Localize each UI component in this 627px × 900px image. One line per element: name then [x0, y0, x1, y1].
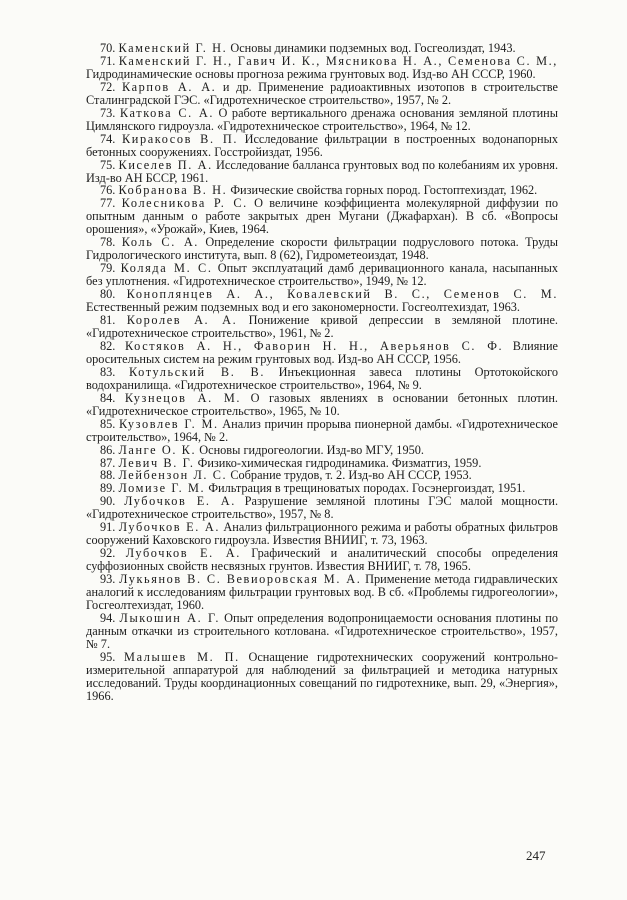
- reference-text: Оснащение гидротехнических сооружений контрольно-измерительной аппаратурой для наблюдений за фильтрацией и методика натурных исследований. Труды координационных совещаний по гидротехнике, вып. 29, «Энергия», 1966.: [86, 649, 559, 703]
- reference-author: Коль С. А.: [121, 235, 199, 250]
- reference-number: 92.: [100, 546, 116, 561]
- reference-text: Основы гидрогеологии. Изд-во МГУ, 1950.: [199, 442, 424, 457]
- reference-author: Королев А. А.: [126, 313, 238, 328]
- reference-number: 74.: [100, 131, 116, 146]
- reference-item: [86, 159, 558, 185]
- reference-number: 76.: [100, 183, 116, 198]
- reference-author: Лубочков Е. А.: [125, 546, 241, 561]
- reference-item: [86, 573, 558, 612]
- reference-author: Кузовлев Г. М.: [118, 416, 219, 431]
- reference-author: Лубочков Е. А.: [124, 494, 236, 509]
- reference-number: 75.: [100, 157, 116, 172]
- reference-number: 90.: [100, 494, 116, 509]
- reference-author: Каменский Г. Н., Гавич И. К., Мясникова Н. А., Семенова С. М.,: [118, 53, 558, 68]
- reference-author: Карпов А. А.: [121, 79, 217, 94]
- reference-number: 86.: [100, 442, 116, 457]
- reference-number: 79.: [100, 261, 116, 276]
- reference-author: Лукьянов В. С. Вевиоровская М. А.: [119, 572, 362, 587]
- reference-item: [86, 495, 558, 521]
- reference-number: 78.: [100, 235, 116, 250]
- reference-text: Гидродинамические основы прогноза режима грунтовых вод. Изд-во АН СССР, 1960.: [86, 66, 536, 81]
- reference-text: Физико-химическая гидродинамика. Физматгиз, 1959.: [197, 455, 482, 470]
- reference-item: [86, 314, 558, 340]
- reference-text: О работе вертикального дренажа основания земляной плотины Цимлянского гидроузла. «Гидротехническое строительство», 1964, № 12.: [86, 105, 559, 133]
- reference-number: 70.: [100, 41, 116, 55]
- reference-item: [86, 547, 558, 573]
- reference-number: 73.: [100, 105, 116, 120]
- reference-author: Коноплянцев А. А., Ковалевский В. С., Семенов С. М.: [126, 287, 559, 302]
- reference-text: Исследование фильтрации в построенных водонапорных бетонных сооружениях. Госстройиздат, 1956.: [86, 131, 558, 159]
- reference-text: Физические свойства горных пород. Гостоптехиздат, 1962.: [230, 183, 538, 198]
- reference-number: 95.: [100, 649, 116, 664]
- reference-text: Опыт определения водопроницаемости основания плотины по данным откачки из строительного котлована. «Гидротехническое строительство», 1957, № 7.: [86, 610, 559, 651]
- reference-author: Каткова С. А.: [119, 105, 215, 120]
- reference-author: Коляда М. С.: [120, 261, 213, 276]
- reference-author: Каменский Г. Н.: [118, 41, 228, 55]
- reference-number: 85.: [100, 416, 116, 431]
- reference-text: Применение метода гидравлических аналогий к исследованиям фильтрации грунтовых вод. В сб. «Проблемы гидрогеологии», Госгеолтехиздат, 1960.: [86, 572, 558, 612]
- reference-text: Определение скорости фильтрации подруслового потока. Труды Гидрологического института, вып. 8 (62), Гидрометеоиздат, 1948.: [86, 235, 559, 263]
- reference-item: [86, 81, 558, 107]
- reference-item: [86, 651, 558, 703]
- reference-author: Котульский В. В.: [128, 364, 266, 379]
- reference-text: Анализ причин прорыва пионерной дамбы. «Гидротехническое строительство», 1964, № 2.: [86, 416, 558, 444]
- reference-text: Собрание трудов, т. 2. Изд-во АН СССР, 1953.: [230, 468, 472, 483]
- reference-author: Ломизе Г. М.: [118, 481, 206, 496]
- reference-author: Костяков А. Н., Фаворин Н. Н., Аверьянов С. Ф.: [124, 338, 504, 353]
- reference-text: Инъекционная завеса плотины Ортотокойского водохранилища. «Гидротехническое строительство», 1964, № 9.: [86, 364, 558, 392]
- reference-number: 72.: [100, 79, 116, 94]
- reference-item: [86, 55, 558, 81]
- reference-number: 80.: [100, 287, 116, 302]
- reference-author: Киракосов В. П.: [121, 131, 238, 146]
- reference-author: Кобранова В. Н.: [118, 183, 228, 198]
- reference-number: 93.: [100, 572, 116, 587]
- reference-number: 84.: [100, 390, 116, 405]
- reference-text: и др. Применение радиоактивных изотопов в строительстве Сталинградской ГЭС. «Гидротехническое строительство», 1957, № 2.: [86, 79, 558, 107]
- reference-item: [86, 197, 558, 236]
- reference-item: [86, 521, 558, 547]
- reference-text: Естественный режим подземных вод и его закономерности. Госгеолтехиздат, 1963.: [86, 300, 521, 315]
- reference-author: Кузнецов А. М.: [124, 390, 242, 405]
- reference-number: 91.: [100, 520, 116, 535]
- page-number: 247: [526, 848, 546, 863]
- reference-item: [86, 288, 558, 314]
- reference-text: Анализ фильтрационного режима и работы обратных фильтров сооружений Каховского гидроузла. Известия ВНИИГ, т. 73, 1963.: [86, 520, 558, 548]
- reference-item: [86, 236, 558, 262]
- reference-number: 89.: [100, 481, 116, 496]
- reference-author: Лубочков Е. А.: [118, 520, 220, 535]
- reference-item: [86, 262, 558, 288]
- reference-text: Разрушение земляной плотины ГЭС малой мощности. «Гидротехническое строительство», 1957, № 8.: [86, 494, 559, 522]
- reference-author: Киселев П. А.: [118, 157, 213, 172]
- reference-number: 77.: [100, 196, 116, 211]
- reference-item: [86, 107, 558, 133]
- reference-item: [86, 133, 558, 159]
- reference-number: 81.: [100, 313, 116, 328]
- reference-author: Лыкошин А. Г.: [119, 610, 221, 625]
- reference-text: Графический и аналитический способы определения суффозионных свойств несвязных грунтов. Известия ВНИИГ, т. 78, 1965.: [86, 546, 558, 574]
- reference-item: [86, 340, 558, 366]
- reference-text: Основы динамики подземных вод. Госгеолиздат, 1943.: [230, 41, 516, 55]
- reference-number: 82.: [100, 338, 116, 353]
- reference-text: Влияние оросительных систем на режим грунтовых вод. Изд-во АН СССР, 1956.: [86, 338, 558, 366]
- reference-text: О величине коэффициента молекулярной диффузии по опытным данным о работе закрытых дрен Мугани (Джафархан). В сб. «Вопросы орошения», «Урожай», Киев, 1964.: [86, 196, 558, 237]
- reference-author: Левич В. Г.: [118, 455, 195, 470]
- reference-item: [86, 366, 558, 392]
- reference-text: Понижение кривой депрессии в земляной плотине. «Гидротехническое строительство», 1961, № 2.: [86, 313, 558, 340]
- reference-number: 88.: [100, 468, 116, 483]
- reference-number: 83.: [100, 364, 116, 379]
- reference-item: [86, 418, 558, 444]
- reference-item: [86, 612, 558, 651]
- reference-item: [86, 392, 558, 418]
- bibliography-list: [86, 42, 558, 703]
- reference-text: Фильтрация в трещиноватых породах. Госэнергоиздат, 1951.: [208, 481, 526, 496]
- reference-author: Колесникова Р. С.: [121, 196, 248, 211]
- reference-author: Лейбензон Л. С.: [118, 468, 228, 483]
- reference-author: Малышев М. П.: [124, 649, 240, 664]
- reference-text: Исследование балланса грунтовых вод по колебаниям их уровня. Изд-во АН БССР, 1961.: [86, 157, 559, 185]
- reference-text: О газовых явлениях в основании бетонных плотин. «Гидротехническое строительство», 1965, № 10.: [86, 390, 558, 418]
- reference-author: Ланге О. К.: [118, 442, 197, 457]
- reference-number: 87.: [100, 455, 116, 470]
- reference-number: 71.: [100, 53, 116, 68]
- reference-text: Опыт эксплуатаций дамб деривационного канала, насыпанных без уплотнения. «Гидротехническое строительство», 1949, № 12.: [86, 261, 558, 289]
- reference-number: 94.: [100, 610, 116, 625]
